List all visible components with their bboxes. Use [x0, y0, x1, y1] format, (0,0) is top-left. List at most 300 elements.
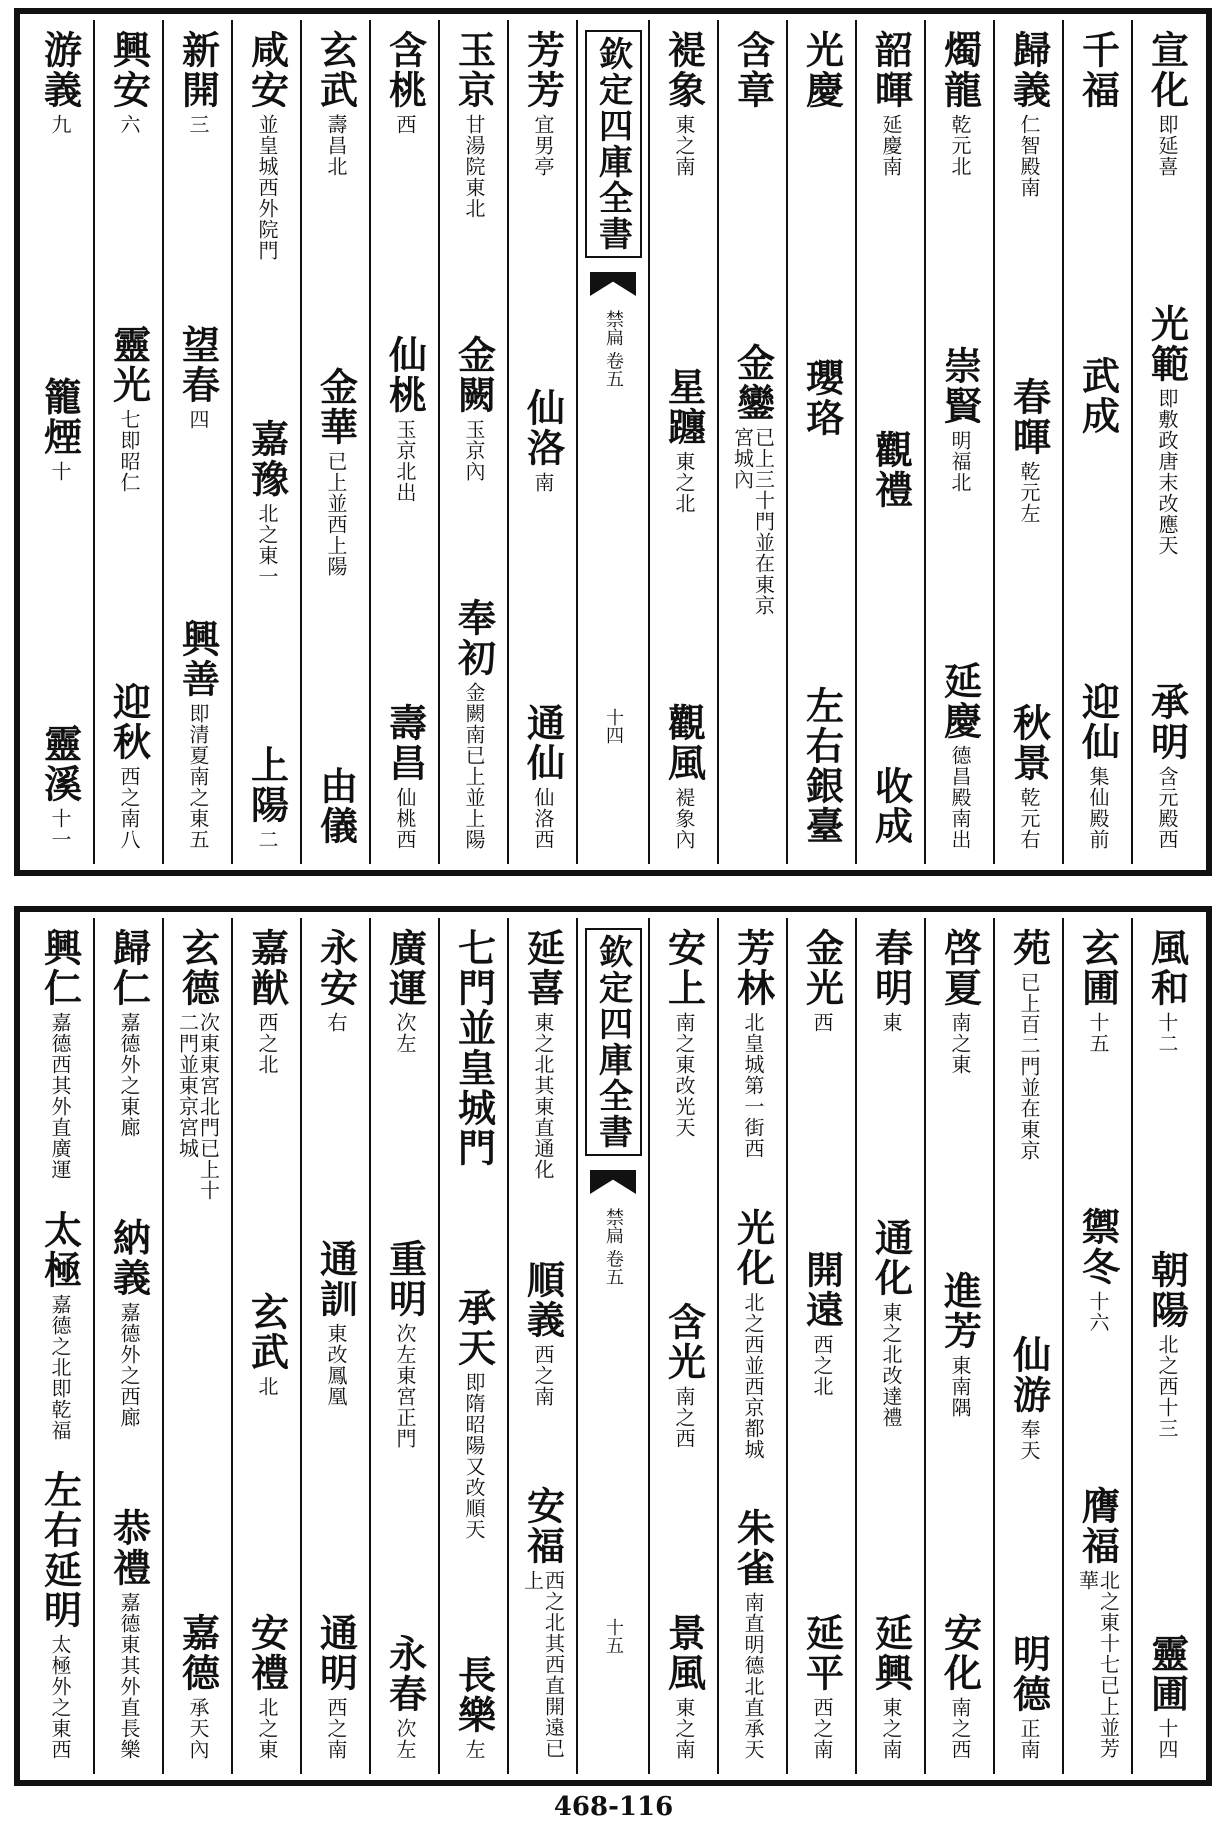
gate-entry [177, 928, 219, 1202]
gate-entry [175, 619, 221, 850]
gate-annotation: 東改鳳凰 [324, 1323, 348, 1407]
gate-annotation: 東之南 [672, 1697, 696, 1760]
text-column [786, 20, 855, 864]
text-column [855, 918, 924, 1774]
gate-entry [313, 928, 359, 1033]
gate-name: 永安 [313, 928, 359, 1008]
gate-annotation: 乾元北 [948, 114, 972, 177]
gate-name: 安上 [661, 928, 707, 1008]
gate-entry [1077, 1486, 1119, 1760]
gate-entry [37, 928, 83, 1180]
gate-annotation: 南之東 [948, 1012, 972, 1075]
gate-entry [937, 661, 983, 850]
text-column [717, 20, 786, 864]
gate-annotation: 南直明德北直承天 [741, 1592, 765, 1760]
gate-annotation: 壽昌北 [324, 114, 348, 177]
gate-name: 上陽 [244, 745, 290, 825]
gate-entry [313, 30, 359, 177]
gate-name: 金鑾 [730, 343, 776, 423]
gate-name: 觀禮 [868, 429, 914, 510]
gate-name: 由儀 [313, 766, 359, 846]
gate-entry [730, 1508, 776, 1760]
gate-name: 進芳 [937, 1270, 983, 1351]
gate-name: 游義 [37, 30, 83, 110]
gate-entry [37, 724, 83, 850]
gate-annotation: 延慶南 [879, 114, 903, 177]
gate-annotation: 即隋昭陽又改順天 [462, 1371, 486, 1540]
gate-entry [313, 1613, 359, 1760]
gate-entry [382, 1634, 428, 1760]
gate-name: 納義 [106, 1218, 152, 1298]
text-column [507, 918, 576, 1774]
gate-entry [106, 928, 152, 1138]
gate-name: 通訓 [313, 1239, 359, 1319]
gate-annotation: 西之北其西直開遠已上 [520, 1570, 566, 1759]
gate-entry [868, 429, 914, 514]
gate-annotation: 玉京北出 [393, 419, 417, 503]
gate-name: 靈圃 [1144, 1634, 1190, 1714]
gate-annotation: 左 [462, 1739, 486, 1760]
gate-entry [1075, 356, 1121, 440]
gate-name: 苑 [1006, 928, 1052, 968]
gate-entry [244, 1613, 290, 1760]
gate-name: 望春 [175, 324, 221, 405]
gate-name: 啓夏 [937, 928, 983, 1008]
gate-name: 觀風 [661, 703, 707, 783]
gate-annotation: 次左東宮正門 [393, 1323, 417, 1449]
gate-entry [520, 1259, 566, 1407]
text-column [93, 20, 162, 864]
gate-entry [799, 1613, 845, 1760]
gate-entry [1006, 928, 1052, 1161]
gate-annotation: 東之北其東直通化 [531, 1012, 555, 1180]
gate-annotation: 嘉德外之西廊 [117, 1302, 141, 1428]
gate-annotation: 北之西並西京都城 [741, 1291, 765, 1460]
gate-annotation: 西之南八 [117, 766, 141, 850]
gate-name: 玉京 [451, 30, 497, 110]
gate-annotation: 嘉德外之東廊 [117, 1012, 141, 1138]
gate-name: 延慶 [937, 661, 983, 741]
gate-name: 宣化 [1144, 30, 1190, 110]
gate-annotation: 北之東一 [255, 503, 279, 587]
gate-annotation: 東之南 [879, 1697, 903, 1760]
leaf-number: 十五 [603, 1618, 624, 1654]
gate-name: 安禮 [244, 1613, 290, 1693]
gate-annotation: 已上並西上陽 [324, 450, 348, 577]
gate-name: 朝陽 [1144, 1249, 1190, 1330]
gate-entry [868, 928, 914, 1033]
page-number-footer: 468-116 [553, 1792, 674, 1822]
text-column [369, 918, 438, 1774]
gate-entry [106, 1218, 152, 1428]
gate-name: 太極 [37, 1209, 83, 1290]
gate-name: 韶暉 [868, 30, 914, 110]
gate-entry [1006, 1634, 1052, 1760]
gate-entry [520, 30, 566, 177]
gate-entry [37, 1470, 83, 1760]
fishtail-mark-icon [590, 272, 636, 296]
gate-entry [313, 766, 359, 850]
gate-name: 膺福 [1075, 1486, 1121, 1566]
gate-entry [661, 30, 707, 177]
gate-annotation: 十四 [1155, 1718, 1179, 1760]
gate-entry [382, 928, 428, 1054]
bottom-columns [26, 918, 1200, 1774]
text-column [993, 918, 1062, 1774]
gate-name: 迎仙 [1075, 682, 1121, 762]
gate-name: 星躔 [661, 366, 707, 447]
gate-entry [799, 928, 845, 1033]
text-column [1131, 20, 1200, 864]
text-column [1062, 918, 1131, 1774]
gate-entry [730, 928, 776, 1159]
gate-annotation: 南之西 [948, 1697, 972, 1760]
gate-entry [382, 703, 428, 850]
gate-annotation: 七即昭仁 [117, 408, 141, 493]
gate-entry [313, 366, 359, 577]
gate-name: 興安 [106, 30, 152, 110]
text-column [162, 20, 231, 864]
gate-entry [451, 30, 497, 219]
gate-entry [313, 1239, 359, 1407]
gate-annotation: 金闕南已上並上陽 [462, 682, 486, 850]
gate-name: 歸仁 [106, 928, 152, 1008]
gate-annotation: 北皇城第一街西 [741, 1012, 765, 1159]
gate-entry [244, 928, 290, 1075]
gate-annotation: 四 [186, 408, 210, 430]
gate-entry [451, 928, 497, 1172]
text-column [231, 918, 300, 1774]
gate-name: 開遠 [799, 1249, 845, 1330]
text-column [507, 20, 576, 864]
gate-entry [175, 1613, 221, 1760]
gate-annotation: 明福北 [948, 429, 972, 493]
gate-name: 延興 [868, 1613, 914, 1693]
gate-name: 通化 [868, 1218, 914, 1298]
gate-annotation: 東之北 [672, 450, 696, 514]
gate-entry [244, 1291, 290, 1397]
gate-entry [1144, 30, 1190, 177]
gate-name: 春明 [868, 928, 914, 1008]
gate-annotation: 六 [117, 114, 141, 135]
gate-entry [799, 30, 845, 114]
gate-entry [730, 1207, 776, 1460]
gate-entry [106, 324, 152, 493]
gate-name: 芳林 [730, 928, 776, 1008]
gate-entry [451, 598, 497, 850]
top-columns [26, 20, 1200, 864]
gate-entry [1144, 1249, 1190, 1439]
gate-annotation: 集仙殿前 [1086, 766, 1110, 850]
gate-annotation: 東 [879, 1012, 903, 1033]
gate-annotation: 十 [48, 461, 72, 482]
gate-annotation: 甘湯院東北 [462, 114, 486, 219]
gate-name: 恭禮 [106, 1508, 152, 1588]
gate-annotation: 西之南 [324, 1697, 348, 1760]
gate-name: 含章 [730, 30, 776, 110]
gate-name: 嘉猷 [244, 928, 290, 1008]
gate-entry [937, 345, 983, 493]
gate-annotation: 南 [531, 471, 555, 493]
gate-entry [661, 703, 707, 850]
gate-annotation: 西之南 [531, 1343, 555, 1407]
gate-entry [382, 30, 428, 135]
gate-entry [520, 703, 566, 850]
gate-entry [661, 928, 707, 1138]
gate-name: 金闕 [451, 335, 497, 415]
gate-name: 通明 [313, 1613, 359, 1693]
book-title: 欽定四庫全書 [585, 30, 642, 258]
gate-annotation: 即敷政唐末改應天 [1155, 387, 1179, 556]
gate-annotation: 已上百二門並在東京 [1017, 972, 1041, 1161]
gate-name: 左右延明 [37, 1470, 83, 1630]
text-column [438, 20, 507, 864]
gate-entry [244, 419, 290, 587]
gate-annotation: 正南 [1017, 1718, 1041, 1760]
text-column [648, 918, 717, 1774]
gate-annotation: 仙桃西 [393, 787, 417, 850]
gate-annotation: 南之東改光天 [672, 1012, 696, 1138]
gate-name: 興仁 [37, 928, 83, 1008]
gate-name: 歸義 [1006, 30, 1052, 110]
gate-annotation: 三 [186, 114, 210, 135]
gate-annotation: 含元殿西 [1155, 766, 1179, 850]
gate-name: 嘉豫 [244, 419, 290, 499]
bottom-page [14, 906, 1212, 1786]
gate-entry [244, 30, 290, 261]
text-column [924, 20, 993, 864]
gate-annotation: 十一 [48, 808, 72, 850]
gate-entry [106, 682, 152, 850]
gate-entry [1006, 377, 1052, 524]
text-column [231, 20, 300, 864]
gate-annotation: 北之西十三 [1155, 1333, 1179, 1439]
gate-name: 景風 [661, 1613, 707, 1693]
gate-entry [175, 324, 221, 430]
gate-annotation: 仁智殿南 [1017, 114, 1041, 198]
text-column [369, 20, 438, 864]
gate-annotation: 次左 [393, 1012, 417, 1054]
gate-name: 明德 [1006, 1634, 1052, 1714]
text-column [1131, 918, 1200, 1774]
gate-annotation: 二 [255, 829, 279, 850]
volume-label: 禁扁 卷五 [603, 310, 624, 388]
gate-entry [382, 1239, 428, 1449]
gate-annotation: 太極外之東西 [48, 1634, 72, 1760]
gate-name: 千福 [1075, 30, 1121, 110]
text-column [648, 20, 717, 864]
gate-annotation: 即清夏南之東五 [186, 703, 210, 850]
gate-name: 仙游 [1006, 1334, 1052, 1415]
gate-entry [1075, 682, 1121, 850]
gate-name: 延喜 [520, 928, 566, 1008]
gate-name: 迎秋 [106, 682, 152, 762]
text-column [993, 20, 1062, 864]
gate-name: 靈光 [106, 324, 152, 405]
gate-name: 仙洛 [520, 387, 566, 468]
gate-annotation: 嘉德東其外直長樂 [117, 1592, 141, 1760]
gate-annotation: 即延喜 [1155, 114, 1179, 177]
center-fold [576, 20, 648, 864]
gate-name: 含光 [661, 1302, 707, 1382]
text-column [786, 918, 855, 1774]
center-fold [576, 918, 648, 1774]
gate-entry [106, 30, 152, 135]
gate-annotation: 德昌殿南出 [948, 745, 972, 850]
gate-entry [661, 366, 707, 514]
gate-name: 玄圃 [1075, 928, 1121, 1008]
gate-name: 金光 [799, 928, 845, 1008]
gate-entry [451, 335, 497, 482]
gate-entry [175, 30, 221, 135]
gate-entry [799, 358, 845, 442]
gate-name: 含桃 [382, 30, 428, 110]
gate-entry [451, 1655, 497, 1760]
text-column [162, 918, 231, 1774]
gate-entry [1006, 30, 1052, 198]
gate-name: 重明 [382, 1239, 428, 1319]
gate-annotation: 十二 [1155, 1012, 1179, 1054]
gate-annotation: 西 [393, 114, 417, 135]
gate-name: 順義 [520, 1259, 566, 1340]
gate-entry [244, 745, 290, 850]
gate-name: 籠煙 [37, 377, 83, 457]
book-title: 欽定四庫全書 [585, 928, 642, 1156]
gate-annotation: 承天內 [186, 1697, 210, 1760]
gate-name: 永春 [382, 1634, 428, 1714]
gate-name: 壽昌 [382, 703, 428, 783]
gate-name: 新開 [175, 30, 221, 110]
gate-annotation: 宜男亭 [531, 114, 555, 177]
gate-annotation: 東之南 [672, 114, 696, 177]
gate-annotation: 乾元右 [1017, 787, 1041, 850]
gate-annotation: 嘉德西其外直廣運 [48, 1012, 72, 1180]
gate-annotation: 已上三十門並在東京宮城內 [730, 427, 776, 616]
text-column [93, 918, 162, 1774]
gate-entry [1075, 30, 1121, 114]
gate-entry [520, 387, 566, 493]
gate-entry [522, 1486, 564, 1760]
gate-entry [37, 30, 83, 135]
gate-name: 廣運 [382, 928, 428, 1008]
text-column [26, 918, 93, 1774]
gate-name: 金華 [313, 366, 359, 447]
gate-entry [1006, 1334, 1052, 1461]
gate-entry [661, 1613, 707, 1760]
gate-name: 褆象 [661, 30, 707, 110]
gate-name: 燭龍 [937, 30, 983, 110]
gate-annotation: 右 [324, 1012, 348, 1033]
gate-annotation: 嘉德之北即乾福 [48, 1293, 72, 1441]
gate-name: 嘉德 [175, 1613, 221, 1693]
gate-name: 安化 [937, 1613, 983, 1693]
gate-name: 武成 [1075, 356, 1121, 436]
gate-name: 朱雀 [730, 1508, 776, 1588]
gate-name: 靈溪 [37, 724, 83, 804]
gate-name: 崇賢 [937, 345, 983, 426]
gate-entry [1144, 1634, 1190, 1760]
gate-entry [937, 1613, 983, 1760]
gate-annotation: 東南隅 [948, 1354, 972, 1418]
gate-entry [937, 30, 983, 177]
text-column [300, 20, 369, 864]
gate-annotation: 十六 [1086, 1291, 1110, 1333]
gate-name: 承明 [1144, 682, 1190, 762]
gate-entry [382, 335, 428, 503]
gate-annotation: 東之北改達禮 [879, 1302, 903, 1428]
gate-entry [799, 1249, 845, 1397]
gate-annotation: 褆象內 [672, 787, 696, 850]
gate-entry [799, 686, 845, 850]
gate-name: 長樂 [451, 1655, 497, 1735]
text-column [300, 918, 369, 1774]
gate-name: 光慶 [799, 30, 845, 110]
top-page [14, 8, 1212, 876]
gate-annotation: 仙洛西 [531, 787, 555, 850]
gate-entry [868, 1218, 914, 1428]
gate-name: 玄武 [244, 1291, 290, 1372]
gate-annotation: 南之西 [672, 1386, 696, 1449]
gate-name: 延平 [799, 1613, 845, 1693]
text-column [717, 918, 786, 1774]
gate-annotation: 西之北 [255, 1012, 279, 1075]
gate-entry [732, 343, 774, 617]
gate-annotation: 次左 [393, 1718, 417, 1760]
gate-name: 玄武 [313, 30, 359, 110]
gate-name: 收成 [868, 766, 914, 846]
gate-entry [1144, 303, 1190, 556]
gate-name: 七門並皇城門 [451, 928, 497, 1168]
gate-name: 光範 [1144, 303, 1190, 384]
gate-annotation: 西之北 [810, 1333, 834, 1397]
gate-name: 奉初 [451, 598, 497, 678]
gate-name: 瓔珞 [799, 358, 845, 438]
gate-entry [868, 766, 914, 850]
gate-entry [520, 928, 566, 1180]
gate-annotation: 乾元左 [1017, 461, 1041, 524]
gate-name: 春暉 [1006, 377, 1052, 457]
gate-entry [1006, 703, 1052, 850]
gate-name: 安福 [520, 1486, 566, 1566]
gate-entry [661, 1302, 707, 1449]
gate-entry [937, 1270, 983, 1418]
gate-entry [106, 1508, 152, 1760]
text-column [924, 918, 993, 1774]
gate-name: 咸安 [244, 30, 290, 110]
gate-name: 玄德 [175, 928, 221, 1008]
gate-name: 通仙 [520, 703, 566, 783]
gate-annotation: 北之東十七已上並芳華 [1075, 1570, 1121, 1759]
gate-annotation: 奉天 [1017, 1418, 1041, 1461]
gate-entry [1144, 682, 1190, 850]
gate-entry [1075, 1207, 1121, 1333]
gate-annotation: 十五 [1086, 1012, 1110, 1054]
gate-annotation: 九 [48, 114, 72, 135]
text-column [438, 918, 507, 1774]
gate-name: 光化 [730, 1207, 776, 1288]
gate-entry [451, 1287, 497, 1540]
leaf-number: 十四 [603, 708, 624, 744]
text-column [855, 20, 924, 864]
gate-name: 興善 [175, 619, 221, 699]
gate-name: 芳芳 [520, 30, 566, 110]
gate-annotation: 次東東宮北門已上十二門並東京宮城 [175, 1012, 221, 1201]
gate-entry [868, 30, 914, 177]
gate-entry [1075, 928, 1121, 1054]
text-column [1062, 20, 1131, 864]
gate-name: 禦冬 [1075, 1207, 1121, 1287]
gate-annotation: 北 [255, 1375, 279, 1397]
